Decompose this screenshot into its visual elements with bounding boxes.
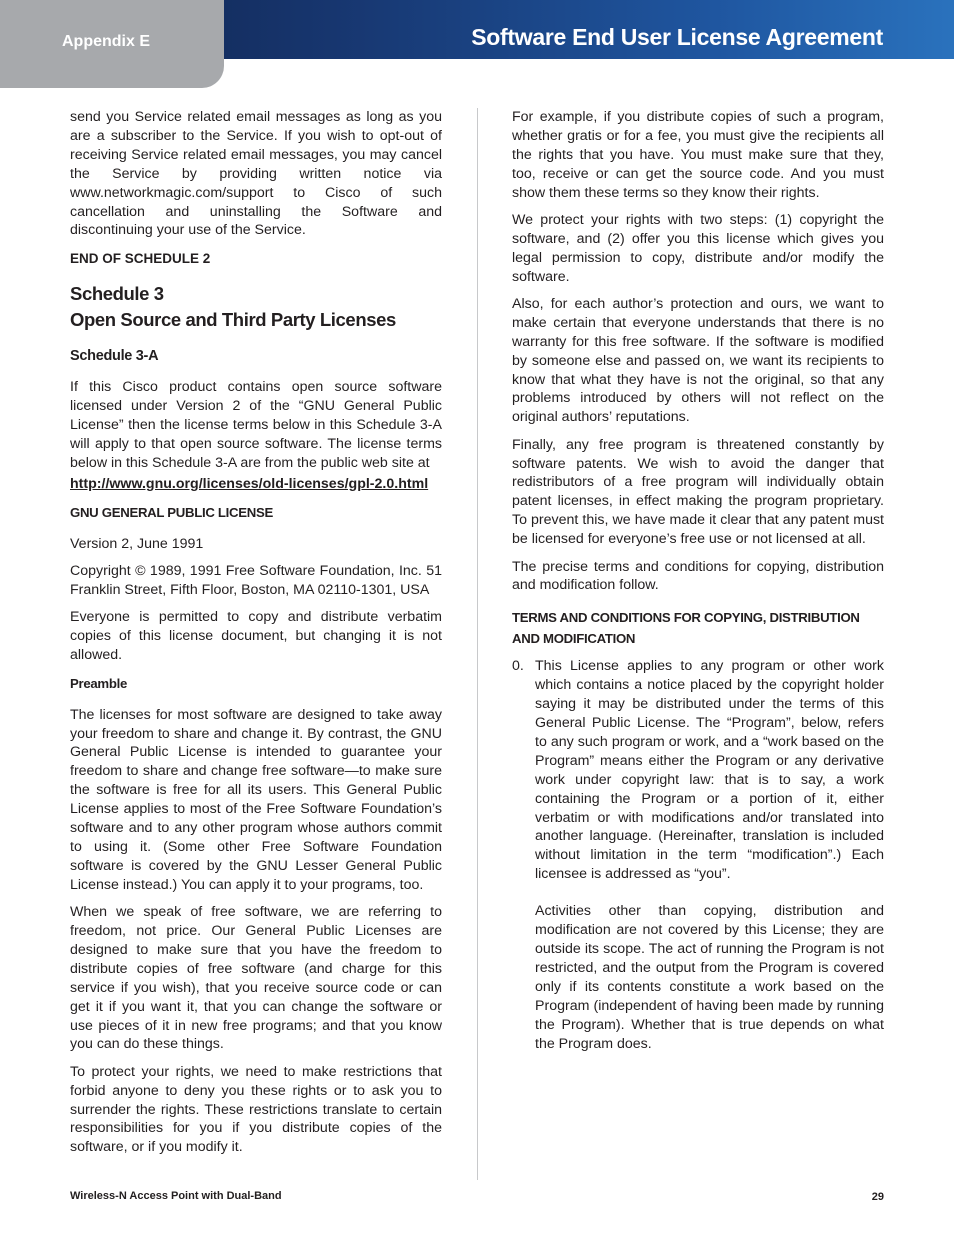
paragraph-example: For example, if you distribute copies of such a program, whether gratis or for a fee, you must give the recipients all the rights that you have. You must make sure that they, too, receive or can get the source code. And you must show them these terms so they know their rights. — [512, 109, 884, 201]
version-line: Version 2, June 1991 — [70, 535, 204, 552]
paragraph-also: Also, for each author’s protection and ours, we want to make certain that everyone understands that there is no warranty for this free software. If the software is modified by someone else and passed on, we want its recipients to know that what they have is not the original, so that any problems introduced by others will not reflect on the original authors’ reputations. — [512, 295, 884, 426]
appendix-label: Appendix E — [62, 33, 151, 50]
preamble-heading: Preamble — [70, 675, 127, 691]
paragraph-finally: Finally, any free program is threatened constantly by software patents. We wish to avoid the danger that redistributors of a free program will individually obtain patent licenses, in effect making the program proprietary. To prevent this, we have made it clear that any patent must be licensed for everyone’s free use or not licensed at all. — [512, 436, 884, 548]
appendix-tab — [0, 0, 224, 88]
left-column — [70, 108, 442, 1166]
page-number: 29 — [871, 1191, 884, 1203]
end-of-schedule-2: END OF SCHEDULE 2 — [70, 251, 211, 267]
list-item — [512, 657, 884, 1071]
preamble-paragraph-3: To protect your rights, we need to make restrictions that forbid anyone to deny you these rights or to ask you to surrender the rights. These restrictions translate to certain responsibilities for you if you distribute copies of the software, or if you modify it. — [70, 1063, 442, 1156]
page-header — [0, 0, 954, 88]
schedule-3-title-line2: Open Source and Third Party Licenses — [70, 309, 396, 331]
schedule-3-title — [70, 281, 442, 333]
everyone-paragraph: Everyone is permitted to copy and distribute verbatim copies of this license document, but changing it is not allowed. — [70, 609, 442, 663]
item-paragraph-1: This License applies to any program or other work which contains a notice placed by the copyright holder saying it may be distributed under the terms of this General Public License. The “Program”, below, refers to any such program or work, and a “work based on the Program” means either the Program or any derivative work under copyright law: that is to say, a work containing the Program or a portion of it, either verbatim or with modifications and/or translated into another language. (Hereinafter, translation is included without limitation in the term “modification”.) Each licensee is addressed as “you”. — [535, 658, 884, 883]
gpl-heading: GNU GENERAL PUBLIC LICENSE — [70, 504, 273, 520]
right-column — [512, 108, 884, 1071]
schedule-3a-heading: Schedule 3-A — [70, 348, 159, 365]
page-title: Software End User License Agreement — [471, 24, 883, 50]
schedule-3-title-line1: Schedule 3 — [70, 283, 164, 305]
item-paragraph-2: Activities other than copying, distribution and modification are not covered by this License; they are outside its scope. The act of running the Program is not restricted, and the output from the Program is covered only if its contents constitute a work based on the Program (independent of having been made by running the Program). Whether that is true depends on what the Program does. — [535, 903, 884, 1052]
footer-product: Wireless-N Access Point with Dual-Band — [70, 1190, 282, 1202]
item-body — [535, 657, 884, 1071]
paragraph-3a: If this Cisco product contains open source software licensed under Version 2 of the “GNU General Public License” then the license terms below in this Schedule 3-A will apply to that open source software. The license terms below in this Schedule 3-A are from the public web site at — [70, 379, 442, 471]
preamble-paragraph-1: The licenses for most software are designed to take away your freedom to share and change it. By contrast, the GNU General Public License is intended to guarantee your freedom to share and change free software—to make sure the software is free for all its users. This General Public License applies to most of the Free Software Foundation’s software and to any other program whose authors commit to using it. (Some other Free Software Foundation software is covered by the GNU Lesser General Public License instead.) You can apply it to your programs, too. — [70, 706, 442, 893]
gpl-link[interactable]: http://www.gnu.org/licenses/old-licenses/gpl-2.0.html — [70, 475, 429, 492]
paragraph-precise: The precise terms and conditions for copying, distribution and modification follow. — [512, 558, 884, 594]
paragraph-protect: We protect your rights with two steps: (1) copyright the software, and (2) offer you this license which gives you legal permission to copy, distribute and/or modify the software. — [512, 211, 884, 285]
terms-heading: TERMS AND CONDITIONS FOR COPYING, DISTRIBUTION AND MODIFICATION — [512, 610, 860, 647]
item-number: 0. — [512, 658, 524, 675]
copyright-line: Copyright © 1989, 1991 Free Software Foundation, Inc. 51 Franklin Street, Fifth Floor, Boston, MA 02110-1301, USA — [70, 562, 442, 598]
preamble-paragraph-2: When we speak of free software, we are referring to freedom, not price. Our General Public Licenses are designed to make sure that you have the freedom to distribute copies of free software (and charge for this service if you wish), that you receive source code or can get it if you want it, that you can change the software or use pieces of it in new free programs; and that you know you can do these things. — [70, 904, 442, 1053]
paragraph-intro: send you Service related email messages as long as you are a subscriber to the Service. If you wish to opt-out of receiving Service related email messages, you may cancel the Service by providing written notice via www.networkmagic.com/support to Cisco of such cancellation and uninstalling the Software and discontinuing your use of the Service. — [70, 109, 442, 239]
column-divider — [477, 108, 478, 1180]
